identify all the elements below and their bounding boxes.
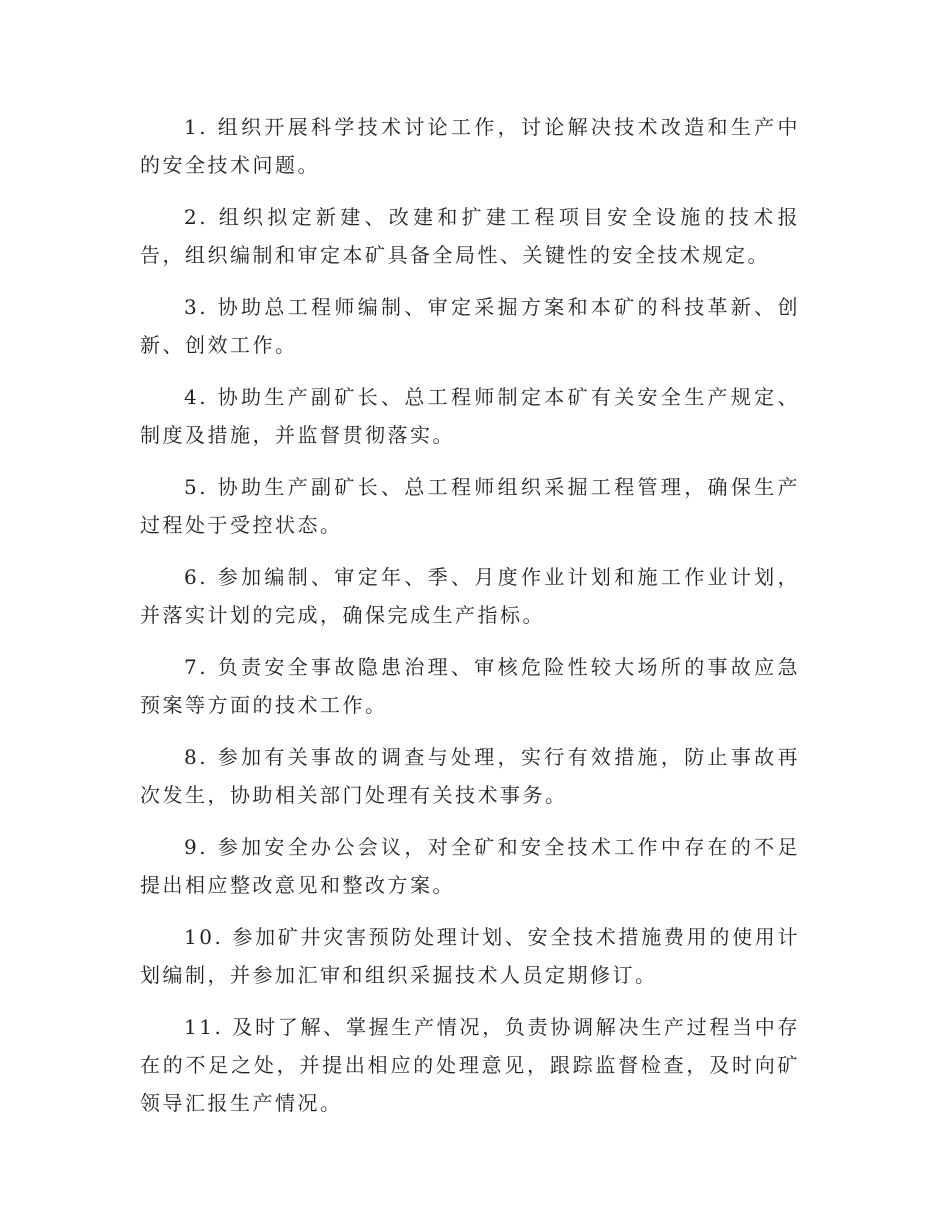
list-item: 7. 负责安全事故隐患治理、审核危险性较大场所的事故应急预案等方面的技术工作。	[140, 655, 800, 717]
document-body	[140, 108, 800, 1136]
list-item: 3. 协助总工程师编制、审定采掘方案和本矿的科技革新、创新、创效工作。	[140, 295, 800, 357]
list-item: 5. 协助生产副矿长、总工程师组织采掘工程管理，确保生产过程处于受控状态。	[140, 475, 800, 537]
list-item: 8. 参加有关事故的调查与处理，实行有效措施，防止事故再次发生，协助相关部门处理有关技术事务。	[140, 745, 800, 807]
list-item: 6. 参加编制、审定年、季、月度作业计划和施工作业计划，并落实计划的完成，确保完成生产指标。	[140, 565, 800, 627]
list-item: 10. 参加矿井灾害预防处理计划、安全技术措施费用的使用计划编制，并参加汇审和组织采掘技术人员定期修订。	[140, 925, 800, 987]
list-item: 2. 组织拟定新建、改建和扩建工程项目安全设施的技术报告，组织编制和审定本矿具备全局性、关键性的安全技术规定。	[140, 205, 800, 267]
list-item: 1. 组织开展科学技术讨论工作，讨论解决技术改造和生产中的安全技术问题。	[140, 115, 800, 177]
list-item: 4. 协助生产副矿长、总工程师制定本矿有关安全生产规定、制度及措施，并监督贯彻落实。	[140, 385, 800, 447]
list-item: 9. 参加安全办公会议，对全矿和安全技术工作中存在的不足提出相应整改意见和整改方案。	[140, 835, 800, 897]
list-item: 11. 及时了解、掌握生产情况，负责协调解决生产过程当中存在的不足之处，并提出相应的处理意见，跟踪监督检查，及时向矿领导汇报生产情况。	[140, 1015, 800, 1115]
